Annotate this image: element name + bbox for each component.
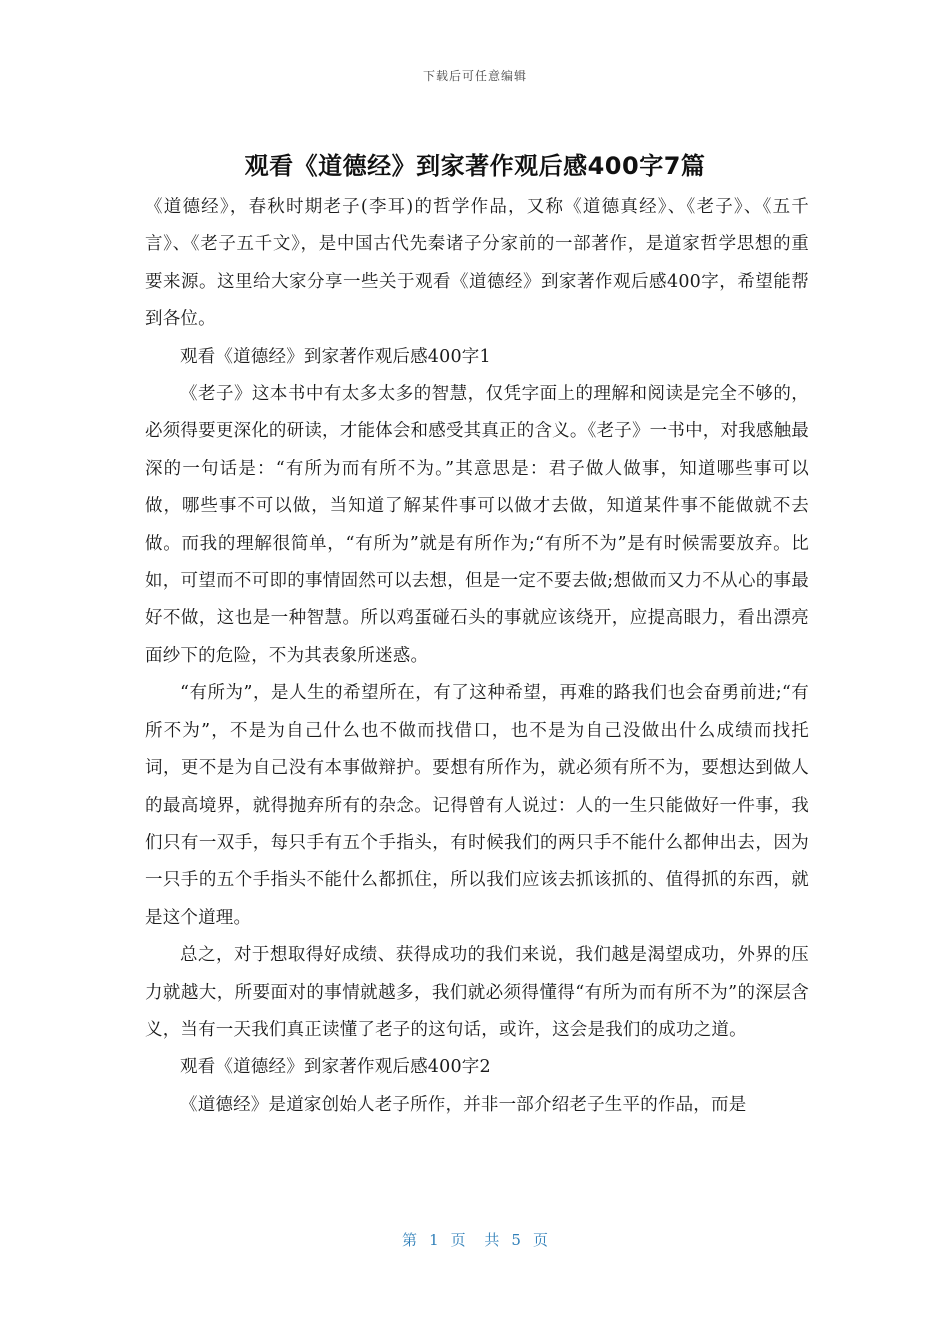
header-note: 下载后可任意编辑 — [422, 69, 527, 83]
intro-paragraph: 《道德经》，春秋时期老子(李耳)的哲学作品，又称《道德真经》、《老子》、《五千言》、《老子五千文》，是中国古代先秦诸子分家前的一部著作，是道家哲学思想的重要来源。这里给大家分享一些关于观看《道德经》到家著作观后感400字，希望能帮到各位。 — [145, 197, 809, 330]
body-paragraph: 《道德经》是道家创始人老子所作，并非一部介绍老子生平的作品，而是 — [180, 1094, 747, 1115]
footer-prefix: 第 — [402, 1231, 418, 1249]
footer-suffix: 页 — [532, 1231, 548, 1249]
total-page-count: 5 — [511, 1231, 521, 1249]
document-body — [145, 189, 809, 1124]
footer-middle: 页 共 — [450, 1231, 500, 1249]
page-footer — [0, 1229, 950, 1250]
section-heading-1: 观看《道德经》到家著作观后感400字1 — [180, 346, 491, 367]
body-paragraph: “有所为”，是人生的希望所在，有了这种希望，再难的路我们也会奋勇前进;“有所不为”，不是为自己什么也不做而找借口，也不是为自己没做出什么成绩而找托词，更不是为自己没有本事做辩护。要想有所作为，就必须有所不为，要想达到做人的最高境界，就得抛弃所有的杂念。记得曾有人说过：人的一生只能做好一件事，我们只有一双手，每只手有五个手指头，有时候我们的两只手不能什么都伸出去，因为一只手的五个手指头不能什么都抓住，所以我们应该去抓该抓的、值得抓的东西，就是这个道理。 — [145, 683, 809, 928]
body-paragraph: 总之，对于想取得好成绩、获得成功的我们来说，我们越是渴望成功，外界的压力就越大，所要面对的事情就越多，我们就必须得懂得“有所为而有所不为”的深层含义，当有一天我们真正读懂了老子的这句话，或许，这会是我们的成功之道。 — [145, 945, 809, 1040]
body-paragraph: 《老子》这本书中有太多太多的智慧，仅凭字面上的理解和阅读是完全不够的，必须得要更深化的研读，才能体会和感受其真正的含义。《老子》一书中，对我感触最深的一句话是：“有所为而有所不为。”其意思是：君子做人做事，知道哪些事可以做，哪些事不可以做，当知道了解某件事可以做才去做，知道某件事不能做就不去做。而我的理解很简单，“有所为”就是有所作为;“有所不为”是有时候需要放弃。比如，可望而不可即的事情固然可以去想，但是一定不要去做;想做而又力不从心的事最好不做，这也是一种智慧。所以鸡蛋碰石头的事就应该绕开，应提高眼力，看出漂亮面纱下的危险，不为其表象所迷惑。 — [145, 384, 809, 666]
document-title: 观看《道德经》到家著作观后感400字7篇 — [244, 152, 706, 180]
section-heading-2: 观看《道德经》到家著作观后感400字2 — [180, 1057, 491, 1078]
current-page-number: 1 — [429, 1231, 439, 1249]
